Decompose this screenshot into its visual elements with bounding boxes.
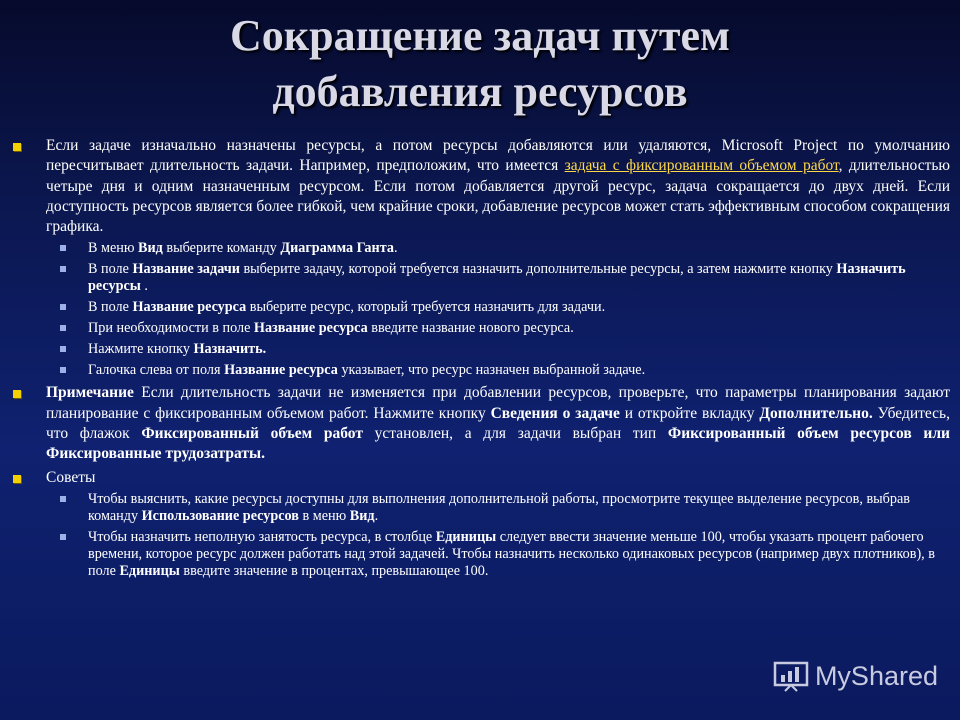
square-bullet-icon [60, 346, 66, 352]
slide-content [10, 136, 950, 584]
step-text: . [393, 240, 398, 257]
note-bold: Дополнительно. [759, 404, 873, 422]
bullet-tips [10, 468, 950, 488]
step-bold: Назначить ресурсы [88, 261, 906, 295]
presentation-chart-icon [773, 660, 809, 692]
square-bullet-icon [13, 475, 21, 483]
square-bullet-icon [60, 325, 66, 331]
note-text: и откройте вкладку [619, 404, 760, 422]
square-bullet-icon [60, 367, 66, 373]
tip-text: Чтобы назначить неполную занятость ресурса, в столбце [88, 528, 436, 545]
step-text: При необходимости в поле [88, 320, 254, 337]
fixed-work-task-link[interactable]: задача с фиксированным объемом работ [564, 157, 839, 175]
step-text: введите название нового ресурса. [367, 320, 574, 337]
tips-label: Советы [46, 468, 96, 486]
step-bold: Название ресурса [132, 299, 247, 316]
step-item [10, 320, 950, 337]
step-item [10, 362, 950, 379]
square-bullet-icon [60, 304, 66, 310]
tip-bold: Единицы [119, 562, 180, 579]
tip-bold: Единицы [435, 528, 497, 545]
step-text: выберите ресурс, который требуется назначить для задачи. [246, 299, 606, 316]
bullet-note [10, 383, 950, 464]
bullet-intro [10, 136, 950, 237]
watermark-text: MyShared [814, 660, 938, 691]
step-item [10, 299, 950, 316]
myshared-watermark [773, 660, 938, 692]
note-bold: Фиксированный объем работ [141, 425, 363, 443]
note-bold: Сведения о задаче [490, 404, 620, 422]
step-bold: Вид [138, 240, 163, 257]
step-item [10, 261, 950, 295]
tip-item [10, 529, 950, 580]
step-bold: Назначить. [193, 341, 267, 358]
step-text: Нажмите кнопку [88, 341, 194, 358]
tip-item [10, 491, 950, 525]
step-item [10, 341, 950, 358]
slide-title [0, 8, 960, 120]
tip-text: . [374, 507, 379, 524]
step-text: В поле [88, 261, 133, 278]
step-bold: Название ресурса [253, 320, 368, 337]
step-text: выберите задачу, которой требуется назначить дополнительные ресурсы, а затем нажмите кнопку [239, 261, 837, 278]
step-text: В меню [88, 240, 139, 257]
intro-text-1: Если задаче изначально назначены ресурсы, а потом ресурсы добавляются или удаляются, Microsoft Project по умолчанию пересчитывает длительность задачи. Например, предположим, что имеется [46, 137, 950, 175]
square-bullet-icon [60, 266, 66, 272]
step-item [10, 240, 950, 257]
note-text: установлен, а для задачи выбран тип [362, 425, 668, 443]
tip-text: Чтобы выяснить, какие ресурсы доступны для выполнения дополнительной работы, просмотрите текущее выделение ресурсов, выбрав команду [88, 490, 910, 524]
tip-text: в меню [298, 507, 350, 524]
square-bullet-icon [60, 245, 66, 251]
step-text: . [140, 278, 148, 295]
square-bullet-icon [13, 390, 21, 398]
step-text: указывает, что ресурс назначен выбранной задаче. [337, 362, 646, 379]
step-bold: Название задачи [132, 261, 240, 278]
tip-text: следует ввести значение меньше 100, чтобы указать процент рабочего времени, которое ресурс должен работать над этой задачей. Чтобы назначить несколько одинаковых ресурсов (например двух плотников), в поле [88, 528, 935, 579]
title-line-1: Сокращение задач путем [230, 11, 730, 60]
title-line-2: добавления ресурсов [272, 67, 688, 116]
tip-text: введите значение в процентах, превышающее 100. [179, 562, 489, 579]
note-bold: Фиксированный объем ресурсов или Фиксированные трудозатраты. [46, 425, 950, 463]
step-text: В поле [88, 299, 133, 316]
intro-text-2: , длительностью четыре дня и одним назначенным ресурсом. Если потом добавляется другой ресурс, задача сокращается до двух дней. Если доступность ресурсов является более гибкой, чем крайние сроки, добавление ресурсов может стать эффективным способом сокращения графика. [46, 157, 950, 236]
step-bold: Диаграмма Ганта [280, 240, 394, 257]
square-bullet-icon [60, 534, 66, 540]
note-label: Примечание [46, 384, 134, 402]
step-bold: Название ресурса [224, 362, 338, 379]
note-text: Если длительность задачи не изменяется при добавлении ресурсов, проверьте, что параметры планирования задают планирование с фиксированным объемом работ. Нажмите кнопку [46, 384, 950, 422]
square-bullet-icon [60, 496, 66, 502]
tip-bold: Вид [349, 507, 375, 524]
note-text: Убедитесь, что флажок [46, 404, 950, 443]
step-text: Галочка слева от поля [88, 362, 225, 379]
square-bullet-icon [13, 143, 21, 151]
tip-bold: Использование ресурсов [141, 507, 299, 524]
step-text: выберите команду [162, 240, 281, 257]
